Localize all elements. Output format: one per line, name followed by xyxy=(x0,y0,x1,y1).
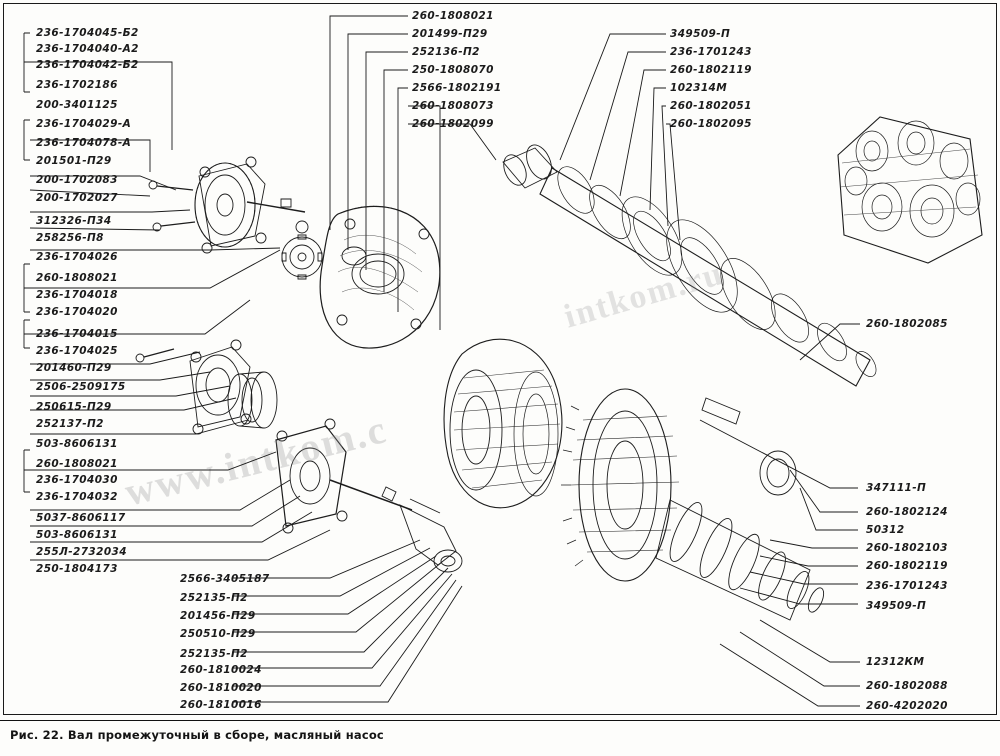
part-label: 252135-П2 xyxy=(180,592,248,604)
part-label: 2566-1802191 xyxy=(412,82,502,94)
part-label: 503-8606131 xyxy=(36,438,118,450)
part-label: 200-1702027 xyxy=(36,192,118,204)
part-label: 5037-8606117 xyxy=(36,512,126,524)
part-label: 260-1802095 xyxy=(670,118,752,130)
part-label: 250-1804173 xyxy=(36,563,118,575)
part-label: 236-1704030 xyxy=(36,474,118,486)
part-label: 255Л-2732034 xyxy=(36,546,127,558)
part-label: 260-1802099 xyxy=(412,118,494,130)
part-label: 236-1702186 xyxy=(36,79,118,91)
part-label: 349509-П xyxy=(670,28,731,40)
part-label: 250510-П29 xyxy=(180,628,256,640)
part-label: 200-1702083 xyxy=(36,174,118,186)
part-label: 236-1704018 xyxy=(36,289,118,301)
part-label: 349509-П xyxy=(866,600,927,612)
part-label: 236-1704015 xyxy=(36,328,118,340)
part-label: 260-1810024 xyxy=(180,664,262,676)
part-label: 503-8606131 xyxy=(36,529,118,541)
part-label: 201501-П29 xyxy=(36,155,112,167)
part-label: 260-1802088 xyxy=(866,680,948,692)
part-label: 252137-П2 xyxy=(36,418,104,430)
part-label: 252135-П2 xyxy=(180,648,248,660)
part-label: 260-1802119 xyxy=(670,64,752,76)
part-label: 236-1704020 xyxy=(36,306,118,318)
part-label: 102314М xyxy=(670,82,728,94)
part-label: 12312КМ xyxy=(866,656,925,668)
part-label: 201460-П29 xyxy=(36,362,112,374)
part-label: 50312 xyxy=(866,524,905,536)
part-label: 260-1802051 xyxy=(670,100,752,112)
part-label: 260-1802124 xyxy=(866,506,948,518)
part-label: 236-1704045-Б2 xyxy=(36,27,139,39)
part-label: 260-1808021 xyxy=(36,458,118,470)
figure-caption: Рис. 22. Вал промежуточный в сборе, масляный насос xyxy=(10,728,384,742)
part-label: 236-1704078-А xyxy=(36,137,132,149)
part-label: 260-1808073 xyxy=(412,100,494,112)
part-label: 312326-П34 xyxy=(36,215,112,227)
part-label: 260-1810016 xyxy=(180,699,262,711)
part-label: 252136-П2 xyxy=(412,46,480,58)
part-label: 201499-П29 xyxy=(412,28,488,40)
part-label: 201456-П29 xyxy=(180,610,256,622)
part-label: 236-1704042-Б2 xyxy=(36,59,139,71)
part-label: 260-1808021 xyxy=(36,272,118,284)
part-label: 236-1701243 xyxy=(670,46,752,58)
watermark-left: www.intkom.c xyxy=(120,406,392,515)
part-label: 236-1704026 xyxy=(36,251,118,263)
part-label: 236-1704025 xyxy=(36,345,118,357)
part-label: 260-1808021 xyxy=(412,10,494,22)
part-label: 2566-3405187 xyxy=(180,573,270,585)
part-label: 258256-П8 xyxy=(36,232,104,244)
part-label: 200-3401125 xyxy=(36,99,118,111)
part-label: 347111-П xyxy=(866,482,927,494)
part-label: 250615-П29 xyxy=(36,401,112,413)
part-label: 260-4202020 xyxy=(866,700,948,712)
part-label: 260-1802085 xyxy=(866,318,948,330)
part-label: 236-1704032 xyxy=(36,491,118,503)
part-label: 260-1802103 xyxy=(866,542,948,554)
part-label: 250-1808070 xyxy=(412,64,494,76)
part-label: 260-1810020 xyxy=(180,682,262,694)
part-label: 236-1704040-А2 xyxy=(36,43,139,55)
part-label: 2506-2509175 xyxy=(36,381,126,393)
part-label: 236-1701243 xyxy=(866,580,948,592)
part-label: 236-1704029-А xyxy=(36,118,132,130)
watermark-right: intkom.ru xyxy=(560,254,729,336)
part-label: 260-1802119 xyxy=(866,560,948,572)
